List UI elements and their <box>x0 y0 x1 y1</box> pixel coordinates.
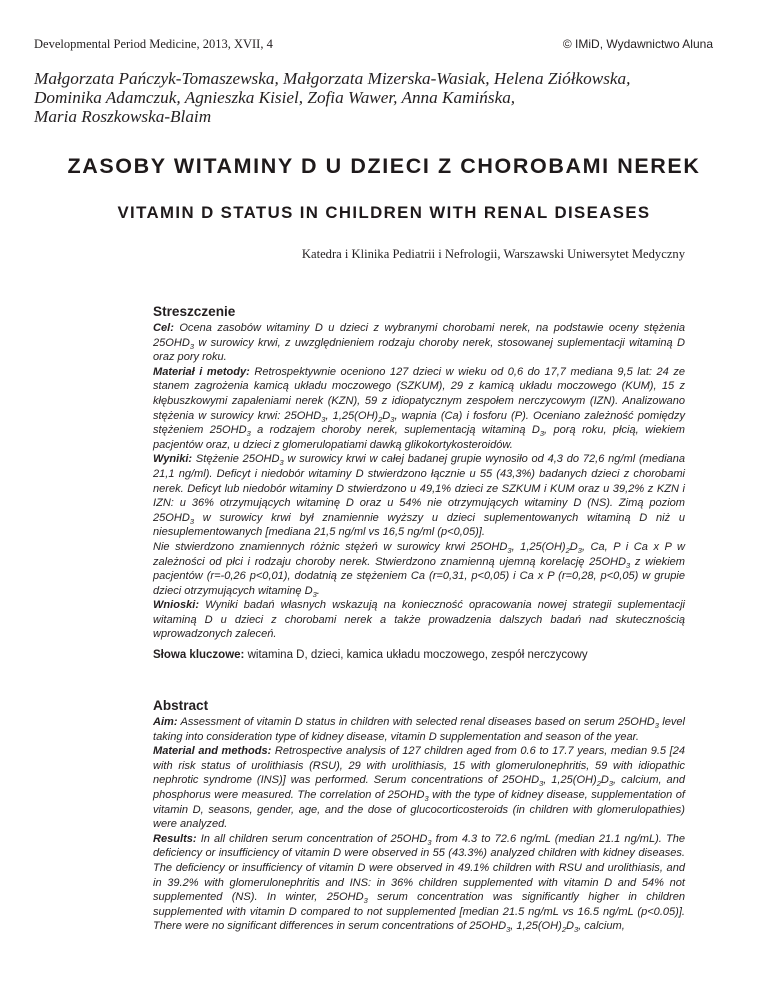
abstract-body: Aim: Assessment of vitamin D status in children with selected renal diseases based on serum $25OHD_3$ level taking into consideration type of kidney disease, vitamin D supplementation and season of the year. Material and methods: Retrospective analysis of 127 children aged from 0.6 to 17.7 years, median 9.5 [24 with risk status of urolithiasis (RSU), 29 with urolithiasis, 15 with glomerulonephritis, 59 with idiopathic nephrotic syndrome (INS)] was performed. Serum concentrations of $25OHD_3$, $1,25(OH)_2D_3$, calcium, and phosphorus were measured. The correlation of $25OHD_3$ with the type of kidney disease, supplementation of vitamin D, seasons, gender, age, and the dose of glucocorticosteroids (in children with glomerulopathies) were analyzed. Results: In all children serum concentration of $25OHD_3$ from 4.3 to 72.6 ng/mL (median 21.1 ng/mL). The deficiency or insufficiency of vitamin D were observed in 55 (43.3%) analyzed children with kidney diseases. The deficiency or insufficiency of vitamin D were observed in 49.1% children with RSU and urolithiasis, and in 39.2% with glomerulonephritis and INS: in 36% children supplemented with vitamin D and 54% not supplemented (NS). In winter, $25OHD_3$ serum concentration was significantly higher in children supplemented with vitamin D compared to not supplemented [median 21.5 ng/mL vs 16.5 ng/mL (p<0.05)]. There were no significant differences in serum concentrations of $25OHD_3$, $1,25(OH)_2D_3$, calcium, <box>153 716 686 935</box>
copyright-header: © IMiD, Wydawnictwo Aluna <box>562 37 713 51</box>
keywords-label: Słowa kluczowe: <box>153 649 245 661</box>
keywords-text: witamina D, dzieci, kamica układu moczowego, zespół nerczycowy <box>244 649 588 661</box>
title-polish: ZASOBY WITAMINY D U DZIECI Z CHOROBAMI NEREK <box>67 154 701 178</box>
abstract-heading: Abstract <box>153 698 209 713</box>
journal-header: Developmental Period Medicine, 2013, XVII, 4 <box>34 37 273 51</box>
author-list <box>34 69 734 126</box>
author-line: Maria Roszkowska-Blaim <box>34 107 212 126</box>
abstract-section <box>153 698 685 934</box>
keywords-polish <box>153 648 685 662</box>
streszczenie-section <box>153 304 685 642</box>
author-line: Małgorzata Pańczyk-Tomaszewska, Małgorzata Mizerska-Wasiak, Helena Ziółkowska, <box>34 69 631 88</box>
title-english: VITAMIN D STATUS IN CHILDREN WITH RENAL DISEASES <box>117 203 651 222</box>
author-line: Dominika Adamczuk, Agnieszka Kisiel, Zofia Wawer, Anna Kamińska, <box>34 88 516 107</box>
streszczenie-body: Cel: Ocena zasobów witaminy D u dzieci z wybranymi chorobami nerek, na podstawie oceny stężenia $25OHD_3$ w surowicy krwi, z uwzględnieniem rodzaju choroby nerek, stosowanej suplementacji witaminą D oraz pory roku. Materiał i metody: Retrospektywnie oceniono 127 dzieci w wieku od 0,6 do 17,7 mediana 9,5 lat: 24 ze stanem zagrożenia kamicą układu moczowego (SZKUM), 29 z kamicą układu moczowego (KUM), 15 z kłębuszkowymi zapaleniami nerek (KZN), 59 z idiopatycznym zespołem nerczycowym (IZN). Analizowano stężenia w surowicy krwi: $25OHD_3$, $1,25(OH)_2D_3$, wapnia (Ca) i fosforu (P). Oceniano zależność pomiędzy stężeniem $25OHD_3$ a rodzajem choroby nerek, suplementacją witaminą $D_3$, porą roku, płcią, wiekiem pacjentów oraz, u dzieci z glomerulopatiami dawką glikokortykosteroidów. Wyniki: Stężenie $25OHD_3$ w surowicy krwi w całej badanej grupie wynosiło od 4,3 do 72,6 ng/ml (mediana 21,1 ng/ml). Deficyt i niedobór witaminy D stwierdzono łącznie u 55 (43,3%) badanych dzieci z chorobami nerek. Deficyt lub niedobór witaminy D stwierdzono u 49,1% dzieci ze SZKUM i KUM oraz u 39,2% z KZN i IZN: u 36% otrzymujących witaminę D oraz u 54% nie otrzymujących witaminy D (NS). Zimą poziom $25OHD_3$ w surowicy krwi był znamiennie wyższy u dzieci suplementowanych witaminą D niż u niesuplementowanych [mediana 21,5 ng/ml vs 16,5 ng/ml (p<0,05)]. Nie stwierdzono znamiennych różnic stężeń w surowicy krwi $25OHD_3$, $1,25(OH)_2D_3$, Ca, P i Ca x P w zależności od płci i rodzaju choroby nerek. Stwierdzono znamienną ujemną korelację $25OHD_3$ z wiekiem pacjentów (r=-0,26 p<0,01), dodatnią ze stężeniem Ca (r=0,31, p<0,05) i Ca x P (r=0,28, p<0,05) w grupie dzieci otrzymujących witaminę $D_3$. Wnioski: Wyniki badań własnych wskazują na konieczność opracowania nowej strategii suplementacji witaminą D u dzieci z chorobami nerek a także prowadzenia dalszych badań nad skutecznością wprowadzonych zaleceń. <box>153 322 686 641</box>
streszczenie-heading: Streszczenie <box>153 304 236 319</box>
affiliation: Katedra i Klinika Pediatrii i Nefrologii, Warszawski Uniwersytet Medyczny <box>301 247 685 261</box>
